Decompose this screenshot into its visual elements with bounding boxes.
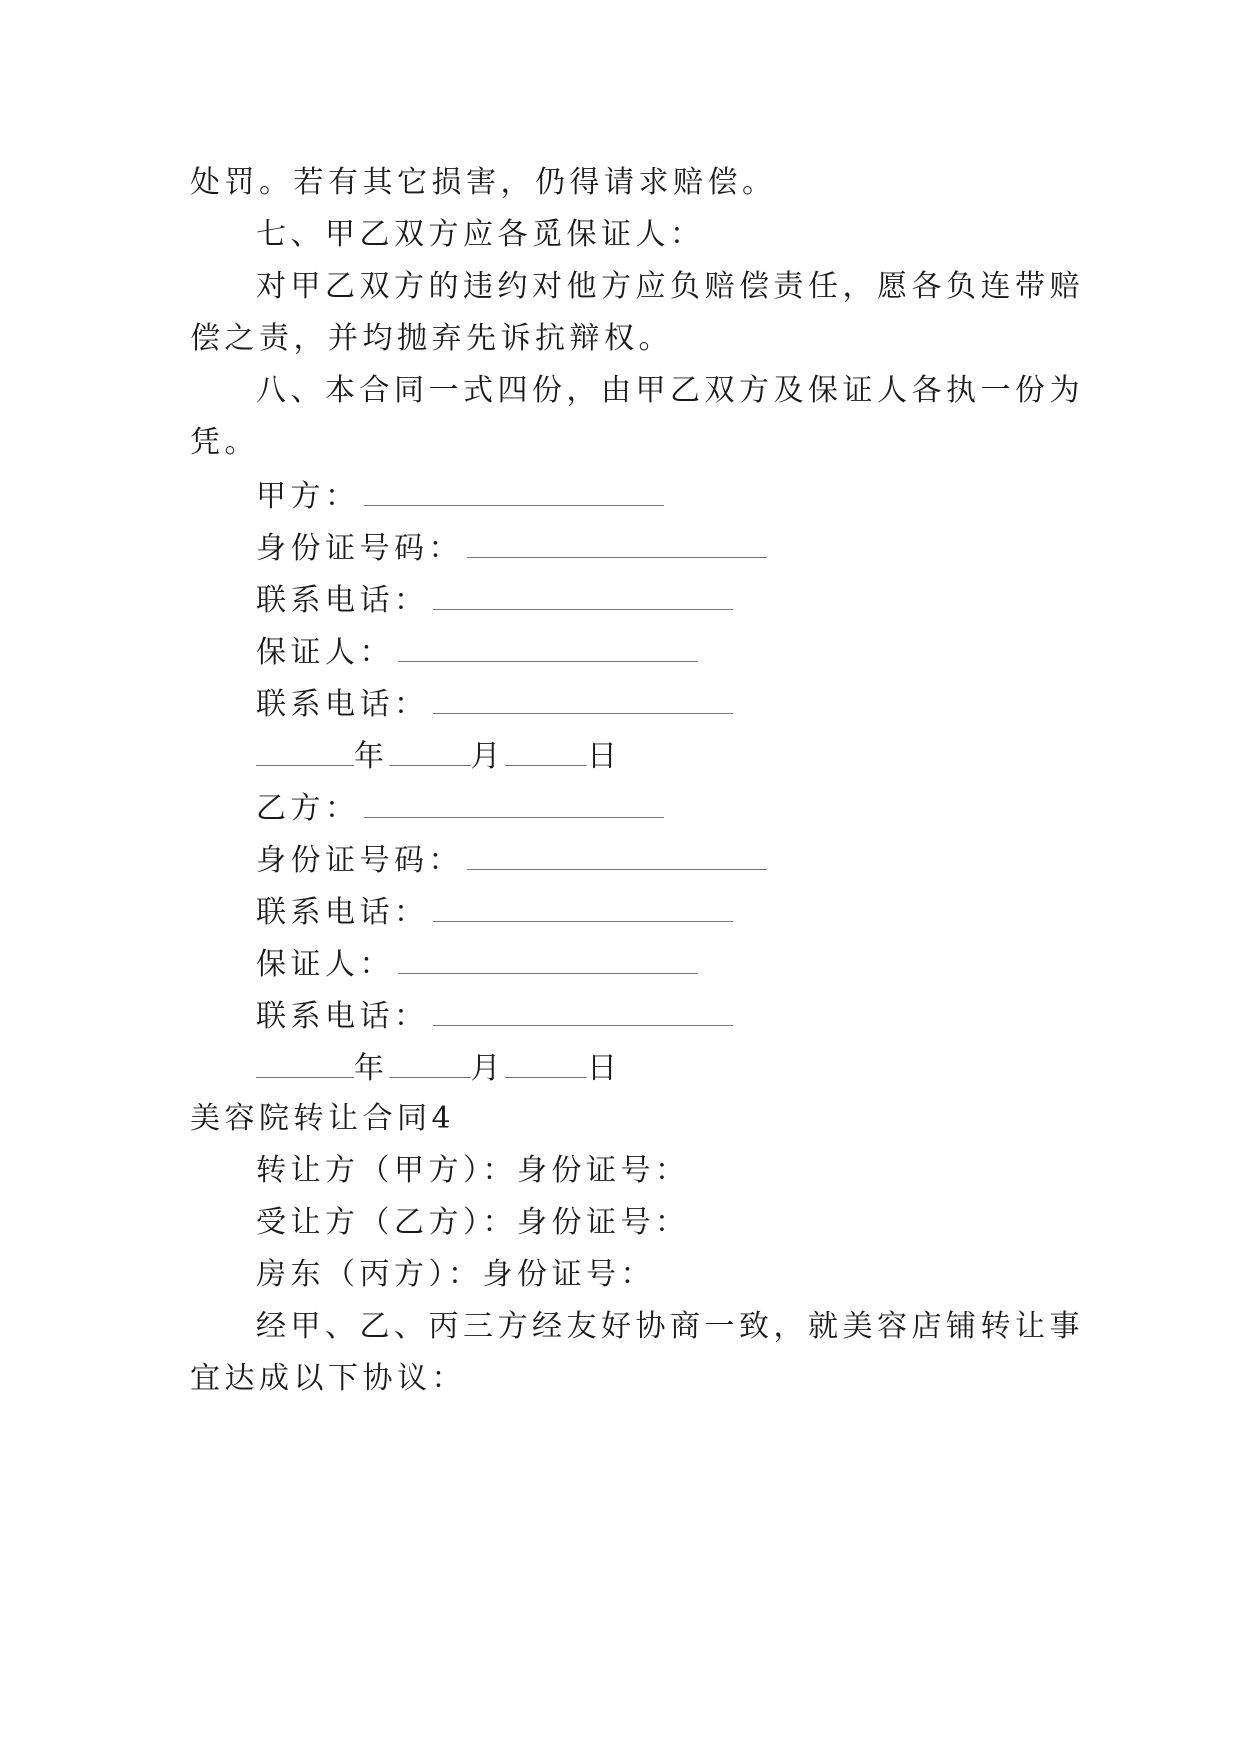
- year-label: 年: [354, 1051, 389, 1086]
- clause-7-heading: 七、甲乙双方应各觅保证人：: [256, 217, 705, 252]
- month-label: 月: [470, 1051, 505, 1086]
- party-b-id-blank[interactable]: [467, 839, 767, 870]
- party-b-phone-row: [256, 891, 1070, 931]
- day-label: 日: [587, 739, 622, 774]
- party-b-guarantor-phone-blank[interactable]: [433, 995, 733, 1026]
- party-b-guarantor-blank[interactable]: [398, 943, 698, 974]
- party-a-year-blank[interactable]: [256, 735, 354, 766]
- party-b-date-row: [256, 1047, 1070, 1087]
- party-b-guarantor-label: 保证人：: [256, 947, 394, 982]
- party-a-month-blank[interactable]: [389, 735, 471, 766]
- party-b-phone-blank[interactable]: [433, 891, 733, 922]
- party-a-date-row: [256, 735, 1070, 775]
- party-a-name-row: [256, 475, 1070, 515]
- party-a-phone-blank[interactable]: [433, 579, 733, 610]
- party-a-name-label: 甲方：: [256, 479, 360, 514]
- party-b-id-label: 身份证号码：: [256, 843, 463, 878]
- party-a-day-blank[interactable]: [505, 735, 587, 766]
- party-b-name-row: [256, 787, 1070, 827]
- party-a-phone-label: 联系电话：: [256, 583, 429, 618]
- party-b-phone-label: 联系电话：: [256, 895, 429, 930]
- paragraph-line: 凭。: [190, 425, 259, 460]
- intro-line: 经甲、乙、丙三方经友好协商一致，就美容店铺转让事: [256, 1309, 1084, 1344]
- party-a-guarantor-label: 保证人：: [256, 635, 394, 670]
- party-b-guarantor-phone-label: 联系电话：: [256, 999, 429, 1034]
- party-b-year-blank[interactable]: [256, 1047, 354, 1078]
- party-a-guarantor-phone-label: 联系电话：: [256, 687, 429, 722]
- party-a-id-label: 身份证号码：: [256, 531, 463, 566]
- party-b-month-blank[interactable]: [389, 1047, 471, 1078]
- year-label: 年: [354, 739, 389, 774]
- party-b-guarantor-row: [256, 943, 1070, 983]
- party-b-name-label: 乙方：: [256, 791, 360, 826]
- day-label: 日: [587, 1051, 622, 1086]
- party-a-guarantor-blank[interactable]: [398, 631, 698, 662]
- party-a-name-blank[interactable]: [364, 475, 664, 506]
- clause-8-line: 八、本合同一式四份，由甲乙双方及保证人各执一份为: [256, 373, 1084, 408]
- contract-4-title: 美容院转让合同4: [190, 1101, 456, 1136]
- transferee-line: 受让方（乙方）：身份证号：: [256, 1205, 690, 1240]
- party-a-id-row: [256, 527, 1070, 567]
- party-b-name-blank[interactable]: [364, 787, 664, 818]
- party-b-day-blank[interactable]: [505, 1047, 587, 1078]
- landlord-line: 房东（丙方）：身份证号：: [256, 1257, 655, 1292]
- party-b-guarantor-phone-row: [256, 995, 1070, 1035]
- paragraph-line: 处罚。若有其它损害，仍得请求赔偿。: [190, 165, 777, 200]
- transferor-line: 转让方（甲方）：身份证号：: [256, 1153, 690, 1188]
- month-label: 月: [470, 739, 505, 774]
- paragraph-line: 对甲乙双方的违约对他方应负赔偿责任，愿各负连带赔: [256, 269, 1084, 304]
- party-a-guarantor-row: [256, 631, 1070, 671]
- party-a-guarantor-phone-row: [256, 683, 1070, 723]
- party-a-phone-row: [256, 579, 1070, 619]
- intro-line: 宜达成以下协议：: [190, 1361, 466, 1396]
- party-a-id-blank[interactable]: [467, 527, 767, 558]
- paragraph-line: 偿之责，并均抛弃先诉抗辩权。: [190, 321, 673, 356]
- party-a-guarantor-phone-blank[interactable]: [433, 683, 733, 714]
- party-b-id-row: [256, 839, 1070, 879]
